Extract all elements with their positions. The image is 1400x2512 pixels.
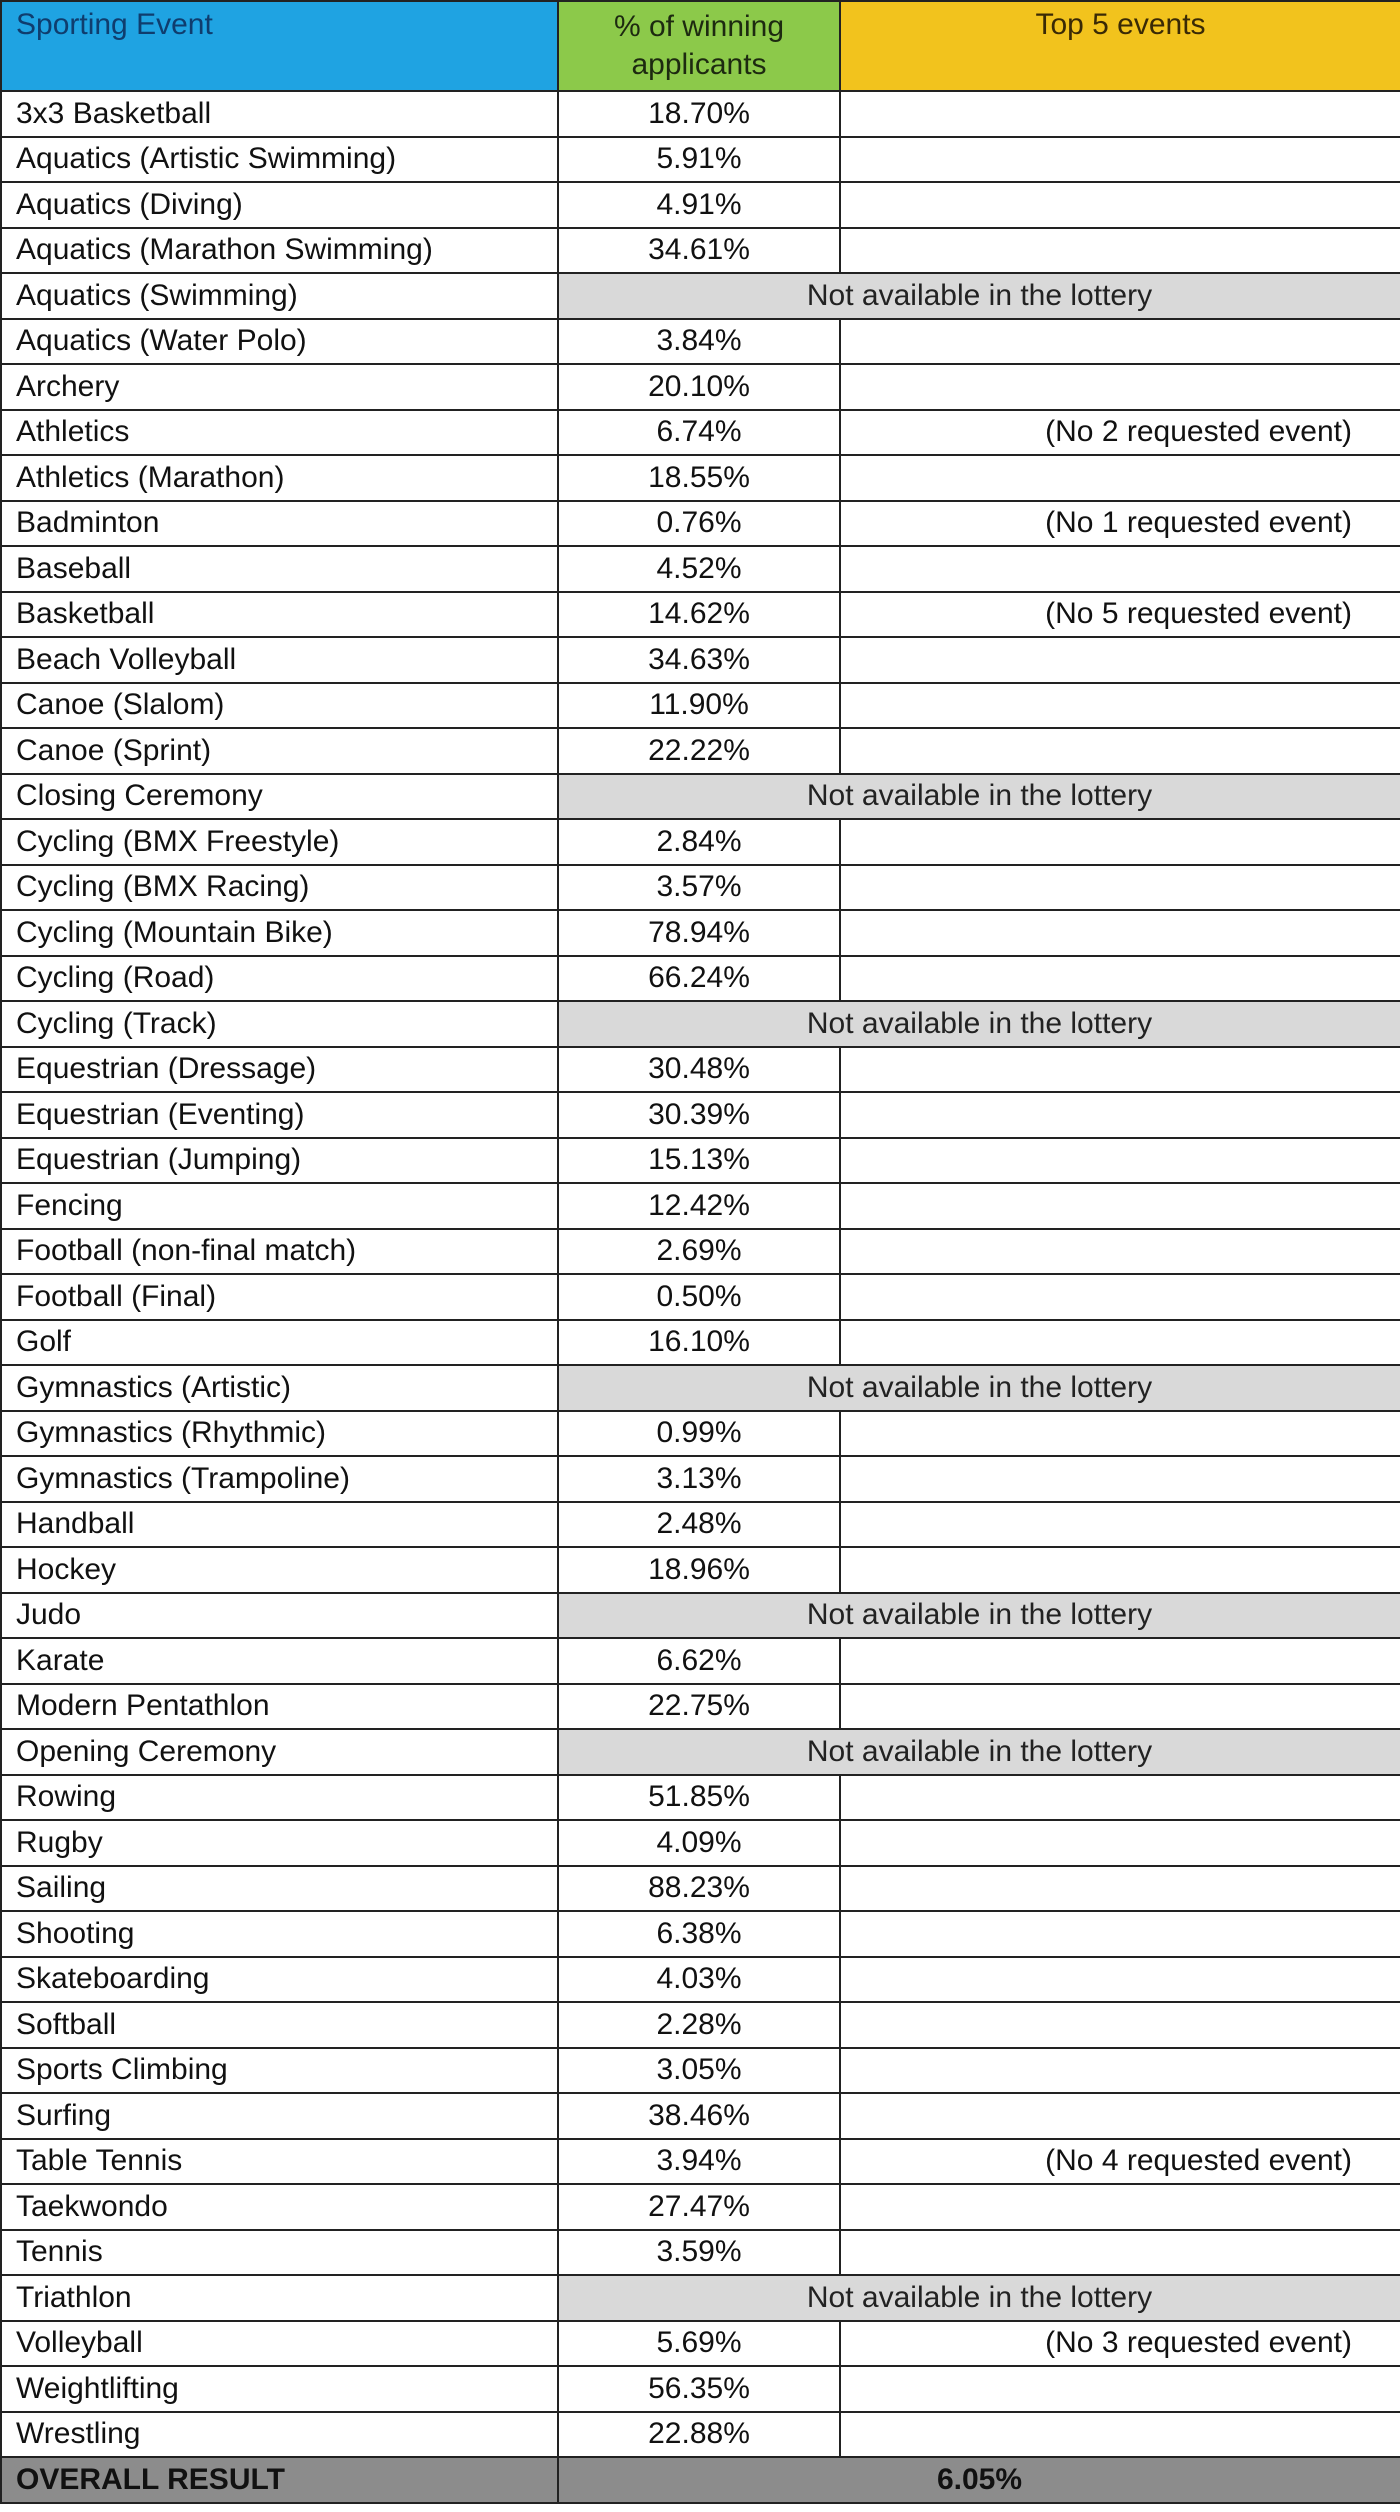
- event-name-cell: Equestrian (Eventing): [1, 1092, 558, 1138]
- top5-note-cell: (No 5 requested event): [840, 592, 1400, 638]
- percent-cell: 30.39%: [558, 1092, 840, 1138]
- event-name-cell: Canoe (Sprint): [1, 728, 558, 774]
- percent-cell: 27.47%: [558, 2184, 840, 2230]
- percent-cell: 11.90%: [558, 683, 840, 729]
- top5-note-cell: [840, 1502, 1400, 1548]
- top5-note-cell: [840, 683, 1400, 729]
- top5-note-cell: [840, 1229, 1400, 1275]
- event-name-cell: Table Tennis: [1, 2139, 558, 2185]
- table-row: [1, 2230, 1400, 2276]
- not-available-cell: Not available in the lottery: [558, 1365, 1400, 1411]
- percent-cell: 22.22%: [558, 728, 840, 774]
- event-name-cell: Sailing: [1, 1866, 558, 1912]
- percent-cell: 66.24%: [558, 956, 840, 1002]
- top5-note-cell: [840, 1684, 1400, 1730]
- percent-cell: 34.61%: [558, 228, 840, 274]
- table-row: [1, 1001, 1400, 1047]
- not-available-cell: Not available in the lottery: [558, 273, 1400, 319]
- percent-cell: 78.94%: [558, 910, 840, 956]
- table-row: [1, 2184, 1400, 2230]
- percent-cell: 2.84%: [558, 819, 840, 865]
- percent-cell: 20.10%: [558, 364, 840, 410]
- percent-cell: 18.96%: [558, 1547, 840, 1593]
- percent-cell: 3.84%: [558, 319, 840, 365]
- table-row: [1, 683, 1400, 729]
- event-name-cell: Rugby: [1, 1820, 558, 1866]
- table-row: [1, 1229, 1400, 1275]
- event-name-cell: 3x3 Basketball: [1, 91, 558, 137]
- table-body: [1, 91, 1400, 2457]
- top5-note-cell: [840, 1047, 1400, 1093]
- top5-note-cell: [840, 137, 1400, 183]
- event-name-cell: Hockey: [1, 1547, 558, 1593]
- percent-cell: 38.46%: [558, 2093, 840, 2139]
- percent-cell: 4.03%: [558, 1957, 840, 2003]
- event-name-cell: Athletics (Marathon): [1, 455, 558, 501]
- percent-cell: 34.63%: [558, 637, 840, 683]
- percent-cell: 22.88%: [558, 2412, 840, 2458]
- percent-cell: 6.74%: [558, 410, 840, 456]
- top5-note-cell: [840, 1092, 1400, 1138]
- top5-note-cell: [840, 1274, 1400, 1320]
- event-name-cell: Sports Climbing: [1, 2048, 558, 2094]
- event-name-cell: Cycling (Road): [1, 956, 558, 1002]
- event-name-cell: Weightlifting: [1, 2366, 558, 2412]
- not-available-cell: Not available in the lottery: [558, 2275, 1400, 2321]
- top5-note-cell: [840, 319, 1400, 365]
- event-name-cell: Equestrian (Jumping): [1, 1138, 558, 1184]
- table-row: [1, 1092, 1400, 1138]
- top5-note-cell: [840, 2048, 1400, 2094]
- event-name-cell: Karate: [1, 1638, 558, 1684]
- event-name-cell: Athletics: [1, 410, 558, 456]
- table-row: [1, 819, 1400, 865]
- event-name-cell: Gymnastics (Rhythmic): [1, 1411, 558, 1457]
- table-row: [1, 91, 1400, 137]
- event-name-cell: Aquatics (Swimming): [1, 273, 558, 319]
- event-name-cell: Football (non-final match): [1, 1229, 558, 1275]
- event-name-cell: Cycling (Track): [1, 1001, 558, 1047]
- table-row: [1, 319, 1400, 365]
- top5-note-cell: [840, 1320, 1400, 1366]
- event-name-cell: Surfing: [1, 2093, 558, 2139]
- top5-note-cell: [840, 1547, 1400, 1593]
- table-row: [1, 728, 1400, 774]
- top5-note-cell: [840, 1183, 1400, 1229]
- top5-note-cell: [840, 1866, 1400, 1912]
- not-available-cell: Not available in the lottery: [558, 1001, 1400, 1047]
- top5-note-cell: [840, 1775, 1400, 1821]
- table-row: [1, 637, 1400, 683]
- table-row: [1, 865, 1400, 911]
- event-name-cell: Aquatics (Water Polo): [1, 319, 558, 365]
- percent-cell: 18.70%: [558, 91, 840, 137]
- top5-note-cell: [840, 2184, 1400, 2230]
- table-row: [1, 1911, 1400, 1957]
- event-name-cell: Modern Pentathlon: [1, 1684, 558, 1730]
- table-row: [1, 2412, 1400, 2458]
- top5-note-cell: [840, 728, 1400, 774]
- top5-note-cell: [840, 1638, 1400, 1684]
- overall-label: OVERALL RESULT: [1, 2457, 558, 2503]
- table-row: [1, 1684, 1400, 1730]
- table-row: [1, 1638, 1400, 1684]
- table-row: [1, 410, 1400, 456]
- percent-cell: 4.09%: [558, 1820, 840, 1866]
- event-name-cell: Volleyball: [1, 2321, 558, 2367]
- overall-row: [1, 2457, 1400, 2503]
- event-name-cell: Archery: [1, 364, 558, 410]
- event-name-cell: Baseball: [1, 546, 558, 592]
- percent-cell: 6.62%: [558, 1638, 840, 1684]
- table-row: [1, 182, 1400, 228]
- percent-cell: 14.62%: [558, 592, 840, 638]
- table-row: [1, 1547, 1400, 1593]
- table-row: [1, 1957, 1400, 2003]
- table-row: [1, 364, 1400, 410]
- table-row: [1, 2275, 1400, 2321]
- table-row: [1, 273, 1400, 319]
- event-name-cell: Wrestling: [1, 2412, 558, 2458]
- percent-cell: 4.91%: [558, 182, 840, 228]
- event-name-cell: Triathlon: [1, 2275, 558, 2321]
- percent-cell: 3.94%: [558, 2139, 840, 2185]
- event-name-cell: Cycling (BMX Racing): [1, 865, 558, 911]
- top5-note-cell: [840, 455, 1400, 501]
- event-name-cell: Basketball: [1, 592, 558, 638]
- percent-cell: 5.91%: [558, 137, 840, 183]
- table-row: [1, 2093, 1400, 2139]
- table-row: [1, 2321, 1400, 2367]
- percent-cell: 5.69%: [558, 2321, 840, 2367]
- table-row: [1, 501, 1400, 547]
- percent-cell: 2.69%: [558, 1229, 840, 1275]
- event-name-cell: Aquatics (Marathon Swimming): [1, 228, 558, 274]
- table-row: [1, 1456, 1400, 1502]
- table-row: [1, 1138, 1400, 1184]
- event-name-cell: Fencing: [1, 1183, 558, 1229]
- top5-note-cell: [840, 2412, 1400, 2458]
- event-name-cell: Golf: [1, 1320, 558, 1366]
- top5-note-cell: [840, 2093, 1400, 2139]
- event-name-cell: Cycling (Mountain Bike): [1, 910, 558, 956]
- event-name-cell: Skateboarding: [1, 1957, 558, 2003]
- event-name-cell: Football (Final): [1, 1274, 558, 1320]
- event-name-cell: Softball: [1, 2002, 558, 2048]
- event-name-cell: Canoe (Slalom): [1, 683, 558, 729]
- event-name-cell: Judo: [1, 1593, 558, 1639]
- table-row: [1, 774, 1400, 820]
- top5-note-cell: [840, 1138, 1400, 1184]
- not-available-cell: Not available in the lottery: [558, 1593, 1400, 1639]
- event-name-cell: Shooting: [1, 1911, 558, 1957]
- top5-note-cell: [840, 1820, 1400, 1866]
- not-available-cell: Not available in the lottery: [558, 774, 1400, 820]
- table-row: [1, 228, 1400, 274]
- top5-note-cell: [840, 228, 1400, 274]
- event-name-cell: Opening Ceremony: [1, 1729, 558, 1775]
- event-name-cell: Rowing: [1, 1775, 558, 1821]
- top5-note-cell: [840, 1957, 1400, 2003]
- table-row: [1, 546, 1400, 592]
- table-row: [1, 2048, 1400, 2094]
- table-row: [1, 956, 1400, 1002]
- table-row: [1, 1411, 1400, 1457]
- event-name-cell: Beach Volleyball: [1, 637, 558, 683]
- event-name-cell: Gymnastics (Trampoline): [1, 1456, 558, 1502]
- top5-note-cell: [840, 2366, 1400, 2412]
- top5-note-cell: [840, 819, 1400, 865]
- event-name-cell: Closing Ceremony: [1, 774, 558, 820]
- table-row: [1, 1820, 1400, 1866]
- percent-cell: 0.99%: [558, 1411, 840, 1457]
- header-top-5-events: Top 5 events: [840, 1, 1400, 91]
- event-name-cell: Cycling (BMX Freestyle): [1, 819, 558, 865]
- top5-note-cell: [840, 2002, 1400, 2048]
- percent-cell: 2.48%: [558, 1502, 840, 1548]
- top5-note-cell: [840, 2230, 1400, 2276]
- percent-cell: 2.28%: [558, 2002, 840, 2048]
- percent-cell: 56.35%: [558, 2366, 840, 2412]
- event-name-cell: Aquatics (Diving): [1, 182, 558, 228]
- percent-cell: 6.38%: [558, 1911, 840, 1957]
- top5-note-cell: [840, 910, 1400, 956]
- table-row: [1, 455, 1400, 501]
- percent-cell: 3.13%: [558, 1456, 840, 1502]
- percent-cell: 88.23%: [558, 1866, 840, 1912]
- top5-note-cell: [840, 182, 1400, 228]
- table-row: [1, 1274, 1400, 1320]
- not-available-cell: Not available in the lottery: [558, 1729, 1400, 1775]
- header-sporting-event: Sporting Event: [1, 1, 558, 91]
- top5-note-cell: (No 3 requested event): [840, 2321, 1400, 2367]
- top5-note-cell: (No 1 requested event): [840, 501, 1400, 547]
- percent-cell: 3.57%: [558, 865, 840, 911]
- percent-cell: 4.52%: [558, 546, 840, 592]
- event-name-cell: Taekwondo: [1, 2184, 558, 2230]
- percent-cell: 3.59%: [558, 2230, 840, 2276]
- percent-cell: 51.85%: [558, 1775, 840, 1821]
- table-row: [1, 137, 1400, 183]
- top5-note-cell: [840, 1456, 1400, 1502]
- percent-cell: 15.13%: [558, 1138, 840, 1184]
- event-name-cell: Equestrian (Dressage): [1, 1047, 558, 1093]
- top5-note-cell: [840, 865, 1400, 911]
- table-row: [1, 910, 1400, 956]
- top5-note-cell: [840, 956, 1400, 1002]
- top5-note-cell: [840, 364, 1400, 410]
- top5-note-cell: [840, 91, 1400, 137]
- percent-cell: 30.48%: [558, 1047, 840, 1093]
- header-row: [1, 1, 1400, 91]
- table-row: [1, 2366, 1400, 2412]
- top5-note-cell: (No 4 requested event): [840, 2139, 1400, 2185]
- event-name-cell: Tennis: [1, 2230, 558, 2276]
- percent-cell: 0.76%: [558, 501, 840, 547]
- table-row: [1, 1320, 1400, 1366]
- table-row: [1, 1365, 1400, 1411]
- top5-note-cell: [840, 637, 1400, 683]
- percent-cell: 18.55%: [558, 455, 840, 501]
- percent-cell: 16.10%: [558, 1320, 840, 1366]
- top5-note-cell: [840, 1911, 1400, 1957]
- table-row: [1, 2002, 1400, 2048]
- table-row: [1, 1047, 1400, 1093]
- percent-cell: 3.05%: [558, 2048, 840, 2094]
- event-name-cell: Badminton: [1, 501, 558, 547]
- table-row: [1, 1729, 1400, 1775]
- percent-cell: 22.75%: [558, 1684, 840, 1730]
- table-row: [1, 1183, 1400, 1229]
- table-row: [1, 1502, 1400, 1548]
- table-row: [1, 1593, 1400, 1639]
- overall-value: 6.05%: [558, 2457, 1400, 2503]
- top5-note-cell: (No 2 requested event): [840, 410, 1400, 456]
- top5-note-cell: [840, 1411, 1400, 1457]
- event-name-cell: Gymnastics (Artistic): [1, 1365, 558, 1411]
- event-name-cell: Aquatics (Artistic Swimming): [1, 137, 558, 183]
- table-row: [1, 1866, 1400, 1912]
- table-row: [1, 1775, 1400, 1821]
- top5-note-cell: [840, 546, 1400, 592]
- header-percent-winning: % of winning applicants: [558, 1, 840, 91]
- percent-cell: 12.42%: [558, 1183, 840, 1229]
- table-row: [1, 592, 1400, 638]
- table-row: [1, 2139, 1400, 2185]
- event-name-cell: Handball: [1, 1502, 558, 1548]
- percent-cell: 0.50%: [558, 1274, 840, 1320]
